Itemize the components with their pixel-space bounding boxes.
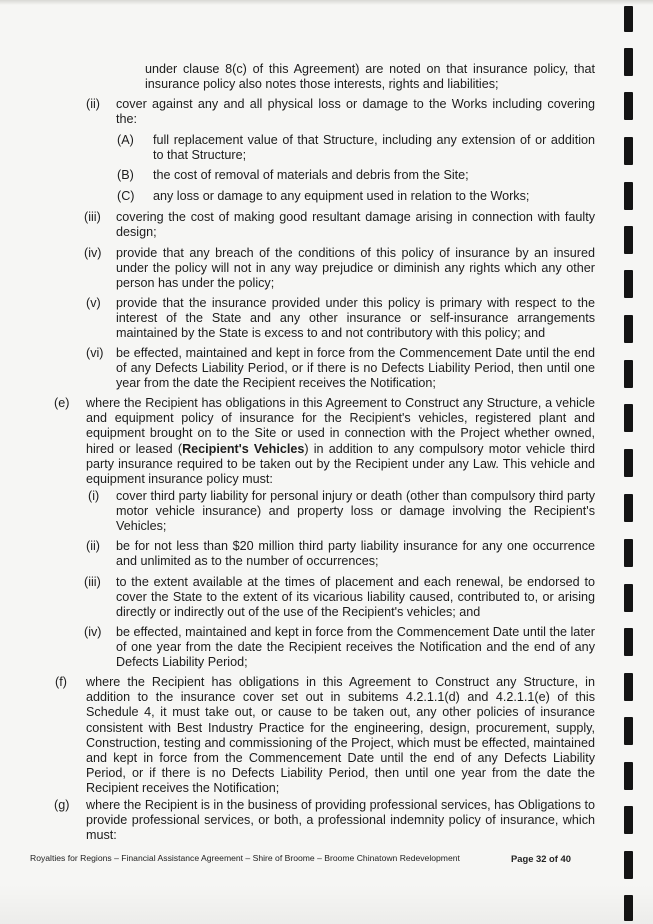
clause-d-ii-B: [153, 168, 595, 183]
clause-label: (e): [54, 396, 70, 410]
clause-d-vi: [116, 346, 595, 392]
clause-label: (vi): [86, 346, 104, 360]
clause-text: be for not less than $20 million third party liability insurance for any one occurrence and unlimited as to the number of occurrences;: [116, 539, 595, 569]
clause-text: under clause 8(c) of this Agreement) are noted on that insurance policy, that insurance policy also notes those interests, rights and liabilities;: [145, 62, 595, 92]
clause-label: (iv): [84, 625, 102, 639]
clause-text: be effected, maintained and kept in force from the Commencement Date until the later of one year from the date the Recipient receives the Notification and the end of any Defects Liability Period;: [116, 625, 595, 670]
clause-text: ) in addition to any compulsory motor vehicle third party insurance required to be taken out by the Recipient under any Law. This vehicle and equipment insurance policy must:: [86, 441, 595, 487]
clause-text: be effected, maintained and kept in force from the Commencement Date until the end of any Defects Liability Period, or if there is no Defects Liability Period, then until one year from the date the Recipient receives the Notification;: [116, 346, 595, 391]
binding-mark: [624, 360, 633, 388]
clause-text: cover third party liability for personal injury or death (other than compulsory third party motor vehicle insurance) and property loss or damage involving the Recipient's Vehicles;: [116, 489, 595, 534]
binding-mark: [624, 851, 633, 879]
clause-label: (iii): [84, 210, 101, 224]
binding-mark: [624, 48, 633, 76]
clause-e: [86, 396, 595, 487]
binding-mark: [624, 315, 633, 343]
footer-title: Royalties for Regions – Financial Assistance Agreement – Shire of Broome – Broome Chinatown Redevelopment: [30, 853, 460, 863]
clause-label: (C): [117, 189, 135, 203]
binding-mark: [624, 92, 633, 120]
clause-text: the cost of removal of materials and debris from the Site;: [153, 168, 469, 182]
binding-mark: [624, 673, 633, 701]
clause-text: to the extent available at the times of placement and each renewal, be endorsed to cover the State to the extent of its vicarious liability caused, contributed to, or arising directly or indirectly out of the use of the Recipient's vehicles; and: [116, 575, 595, 620]
page-shadow: [0, 884, 653, 924]
defined-term: Recipient's Vehicles: [182, 441, 305, 456]
clause-d-iv: [116, 246, 595, 292]
clause-label: (ii): [86, 97, 100, 111]
clause-text: where the Recipient has obligations in this Agreement to Construct any Structure, in addition to the insurance cover set out in subitems 4.2.1.1(d) and 4.2.1.1(e) of this Schedule 4, it must take out, or cause to be taken out, any other policies of insurance consistent with Best Industry Practice for the engineering, design, procurement, supply, Construction, testing and commissioning of the Project, which must be effected, maintained and kept in force from the Commencement Date until the end of any Defects Liability Period, or if there is no Defects Liability Period, then until one year from the date the Recipient receives the Notification;: [86, 675, 595, 796]
clause-e-ii: [116, 539, 595, 569]
clause-e-iv: [116, 625, 595, 671]
clause-text: any loss or damage to any equipment used in relation to the Works;: [153, 189, 530, 203]
binding-mark: [624, 762, 633, 790]
clause-continuation: [145, 62, 595, 92]
binding-mark: [624, 137, 633, 165]
page-number: Page 32 of 40: [511, 853, 571, 864]
clause-text: provide that the insurance provided under this policy is primary with respect to the interest of the State and any other insurance or self-insurance arrangements maintained by the State is excess to and not contributory with this policy; and: [116, 296, 595, 341]
clause-g: [86, 798, 595, 844]
clause-text: cover against any and all physical loss or damage to the Works including covering the:: [116, 97, 595, 127]
clause-d-iii: [116, 210, 595, 240]
clause-text: covering the cost of making good resultant damage arising in connection with faulty design;: [116, 210, 595, 240]
clause-label: (v): [86, 296, 101, 310]
clause-label: (i): [88, 489, 100, 503]
binding-mark: [624, 404, 633, 432]
binding-mark: [624, 806, 633, 834]
clause-d-ii-C: [153, 189, 595, 204]
binding-mark: [624, 270, 633, 298]
clause-d-ii-A: [153, 133, 595, 163]
clause-d-ii: [116, 97, 595, 127]
clause-label: (iv): [84, 246, 102, 260]
binding-mark: [624, 449, 633, 477]
clause-label: (A): [117, 133, 134, 147]
binding-mark: [624, 628, 633, 656]
binding-mark: [624, 226, 633, 254]
clause-text: where the Recipient has obligations in this Agreement to Construct any Structure, a vehicle and equipment policy of insurance for the Recipient's vehicles, registered plant and equipment brought on to the Site or used in connection with the Project whether owned, hired or leased (: [86, 396, 595, 456]
clause-d-v: [116, 296, 595, 342]
binding-mark: [624, 494, 633, 522]
clause-label: (B): [117, 168, 134, 182]
binding-mark: [624, 182, 633, 210]
clause-e-i: [116, 489, 595, 535]
clause-text: where the Recipient is in the business of providing professional services, has Obligations to provide professional services, or both, a professional indemnity policy of insurance, which must:: [86, 798, 595, 843]
clause-label: (iii): [84, 575, 101, 589]
clause-label: (g): [54, 798, 70, 812]
binding-mark: [624, 584, 633, 612]
clause-label: (f): [55, 675, 67, 689]
clause-e-iii: [116, 575, 595, 621]
clause-text: provide that any breach of the conditions of this policy of insurance by an insured under the policy will not in any way prejudice or diminish any rights which any other person has under the policy;: [116, 246, 595, 291]
binding-mark: [624, 717, 633, 745]
binding-mark: [624, 6, 633, 32]
clause-f: [86, 675, 595, 797]
binding-mark: [624, 539, 633, 567]
clause-label: (ii): [86, 539, 100, 553]
clause-text: full replacement value of that Structure, including any extension of or addition to that Structure;: [153, 133, 595, 163]
